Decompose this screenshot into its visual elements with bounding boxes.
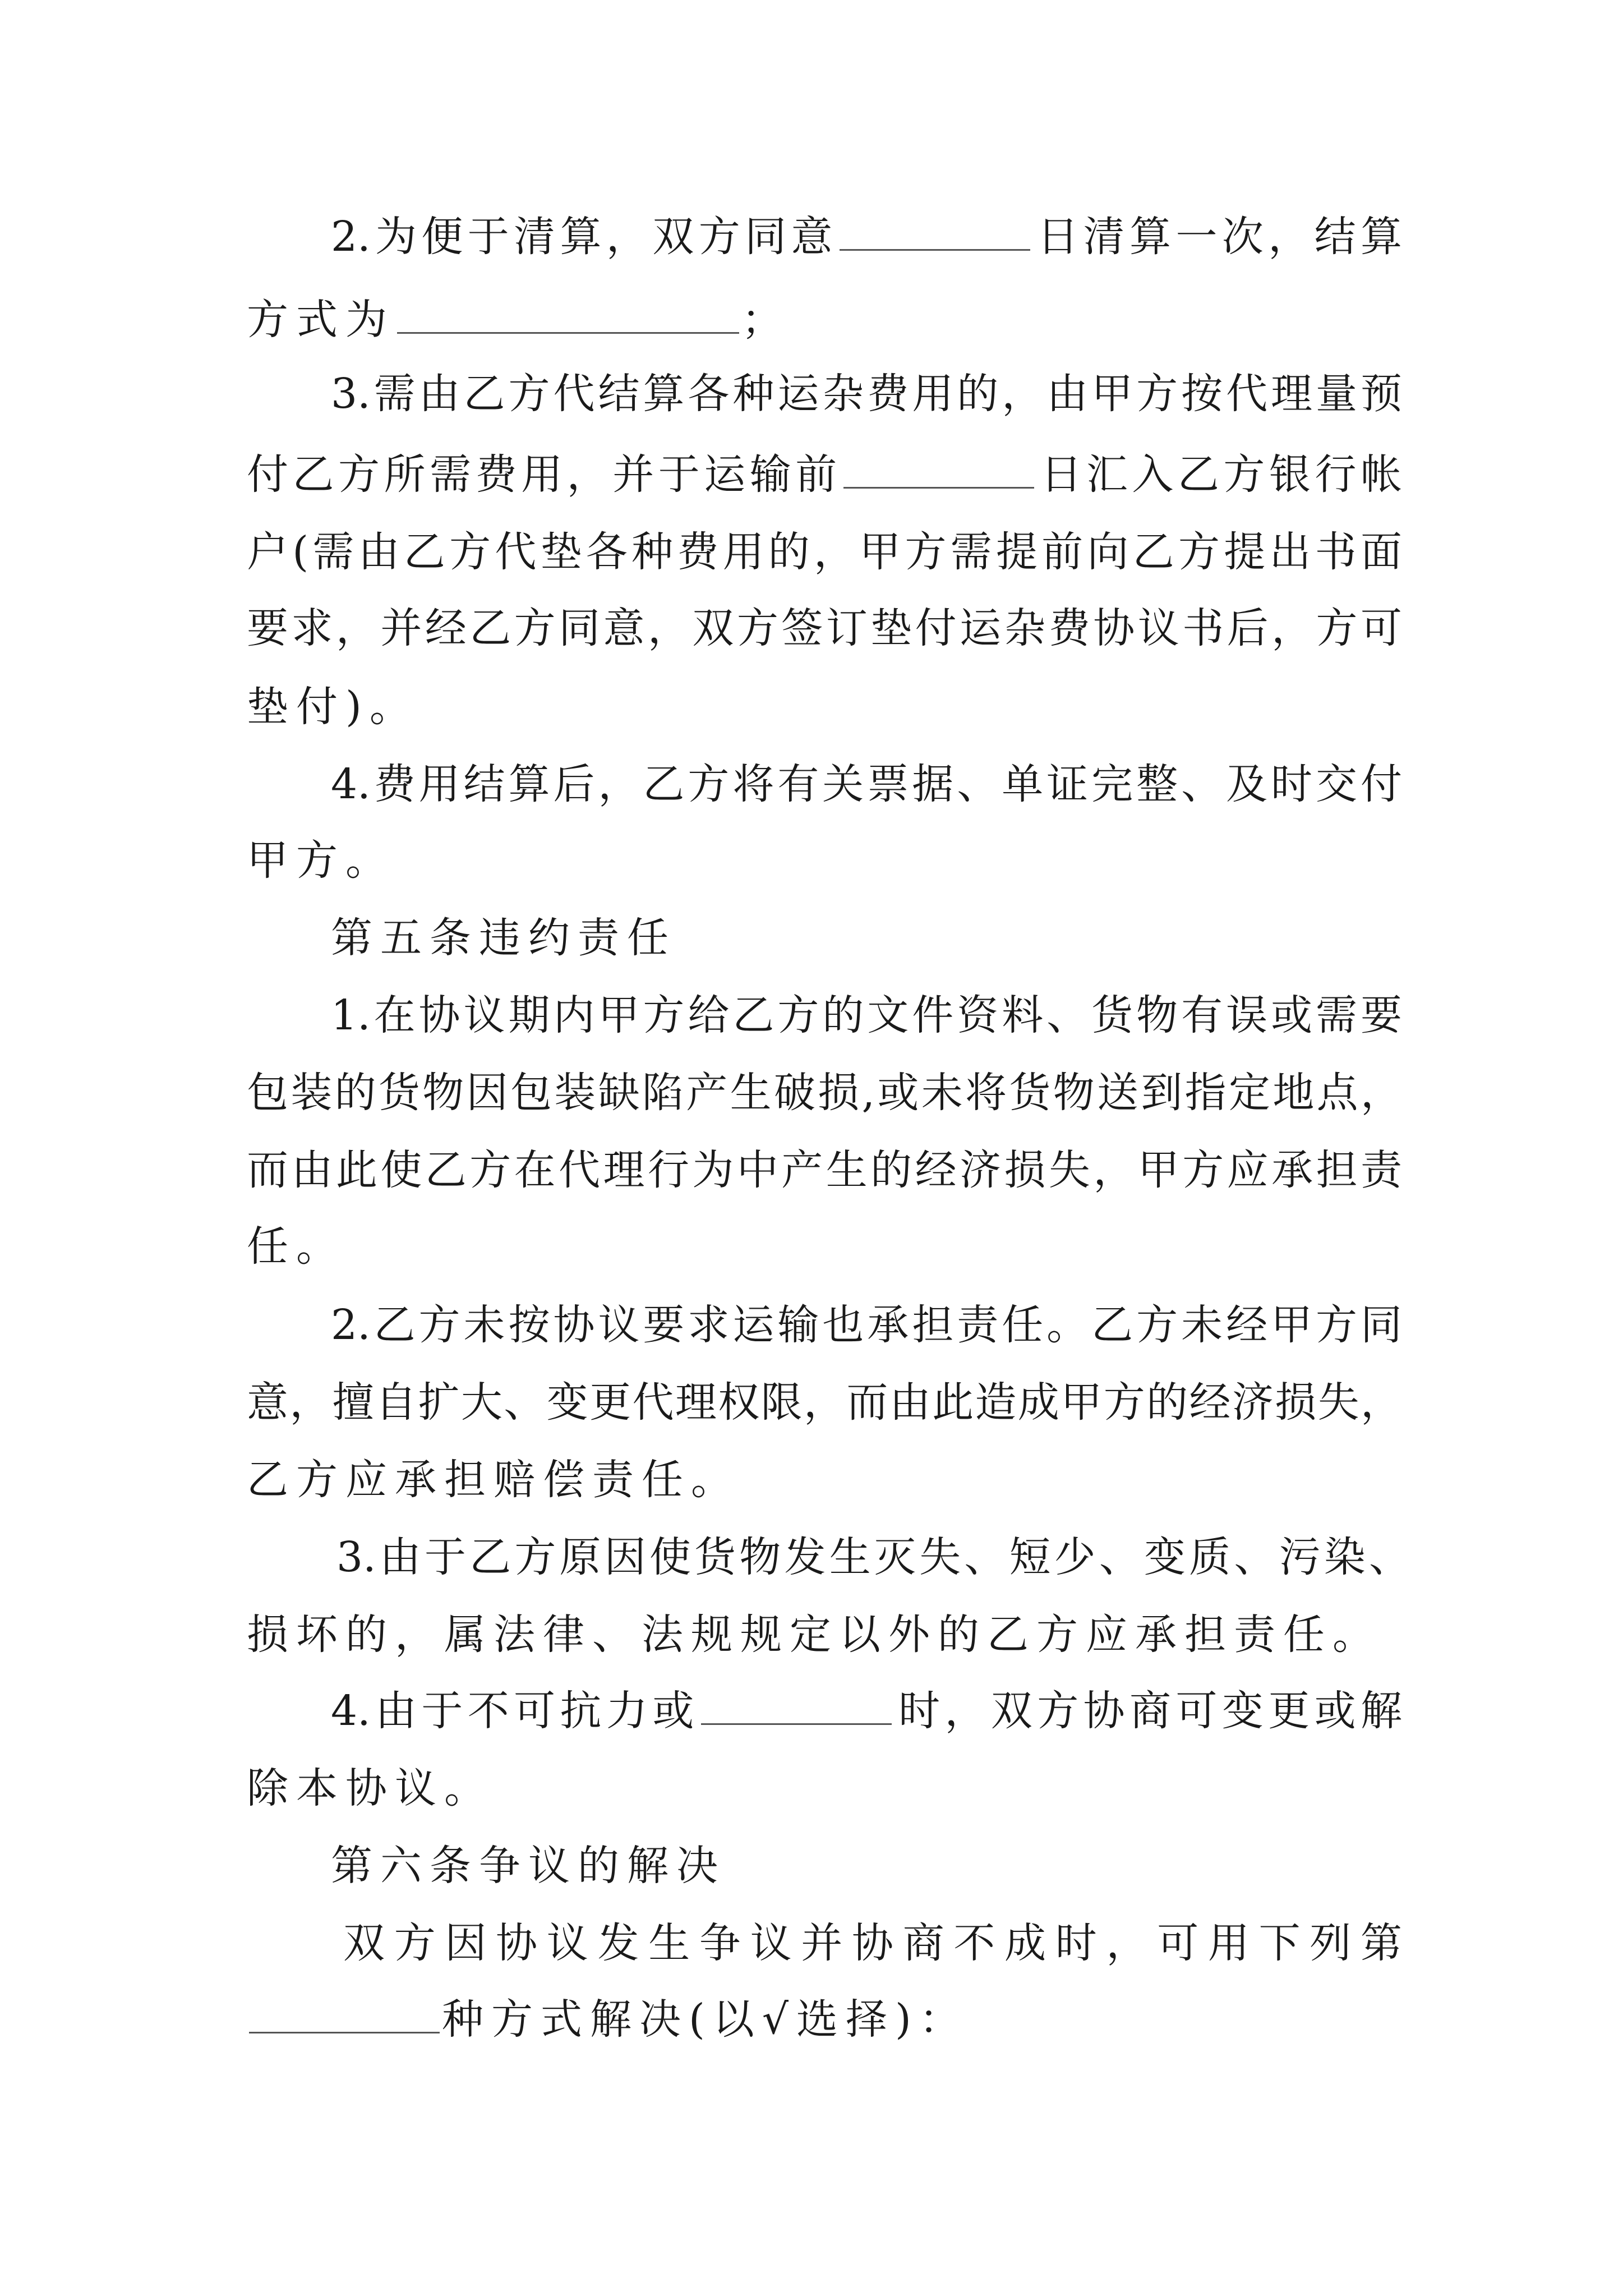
- text-line: 任。: [247, 1222, 345, 1271]
- fill-in-blank: [843, 448, 1034, 489]
- fill-in-blank: [397, 293, 739, 334]
- text-line: [247, 292, 1402, 348]
- fill-in-blank: [701, 1684, 892, 1725]
- text-segment: 种方式解决(以√选择)：: [442, 1995, 969, 2044]
- section-heading: 第五条违约责任: [331, 914, 676, 962]
- text-line: 3.需由乙方代结算各种运杂费用的，由甲方按代理量预: [331, 370, 1402, 418]
- text-line: 除本协议。: [247, 1764, 494, 1812]
- text-segment: 付乙方所需费用，并于运输前: [247, 450, 841, 499]
- text-line: 1.在协议期内甲方给乙方的文件资料、货物有误或需要: [331, 991, 1402, 1039]
- text-line: 要求，并经乙方同意，双方签订垫付运杂费协议书后，方可: [247, 604, 1402, 652]
- text-line: 3.由于乙方原因使货物发生灭失、短少、变质、污染、: [336, 1533, 1410, 1581]
- text-segment: 日清算一次，结算: [1032, 213, 1403, 261]
- text-line: 而由此使乙方在代理行为中产生的经济损失，甲方应承担责: [247, 1146, 1402, 1194]
- text-line: 垫付)。: [247, 683, 419, 731]
- fill-in-blank: [840, 210, 1030, 251]
- text-line: 甲方。: [247, 836, 395, 885]
- text-segment: ；: [741, 296, 791, 344]
- text-line: 2.乙方未按协议要求运输也承担责任。乙方未经甲方同: [331, 1301, 1402, 1349]
- text-line: [331, 209, 1402, 265]
- text-line: [247, 1991, 1402, 2047]
- text-segment: 日汇入乙方银行帐: [1036, 450, 1403, 499]
- text-line: 4.费用结算后，乙方将有关票据、单证完整、及时交付: [331, 760, 1402, 808]
- text-line: 包装的货物因包装缺陷产生破损,或未将货物送到指定地点，: [247, 1069, 1402, 1117]
- text-line: 双方因协议发生争议并协商不成时，可用下列第: [343, 1919, 1402, 1967]
- text-segment: 4.由于不可抗力或: [331, 1687, 699, 1735]
- text-line: 乙方应承担赔偿责任。: [247, 1456, 740, 1504]
- text-line: 户(需由乙方代垫各种费用的，甲方需提前向乙方提出书面: [247, 528, 1402, 576]
- section-heading: 第六条争议的解决: [331, 1842, 726, 1890]
- text-segment: 时，双方协商可变更或解: [893, 1687, 1402, 1735]
- text-segment: 方式为: [247, 296, 395, 344]
- text-line: [247, 447, 1402, 503]
- text-line: 损坏的，属法律、法规规定以外的乙方应承担责任。: [247, 1611, 1382, 1659]
- text-segment: 2.为便于清算，双方同意: [331, 213, 837, 261]
- text-line: 意，擅自扩大、变更代理权限，而由此造成甲方的经济损失，: [247, 1378, 1402, 1427]
- fill-in-blank: [249, 1993, 440, 2033]
- text-line: [331, 1683, 1402, 1739]
